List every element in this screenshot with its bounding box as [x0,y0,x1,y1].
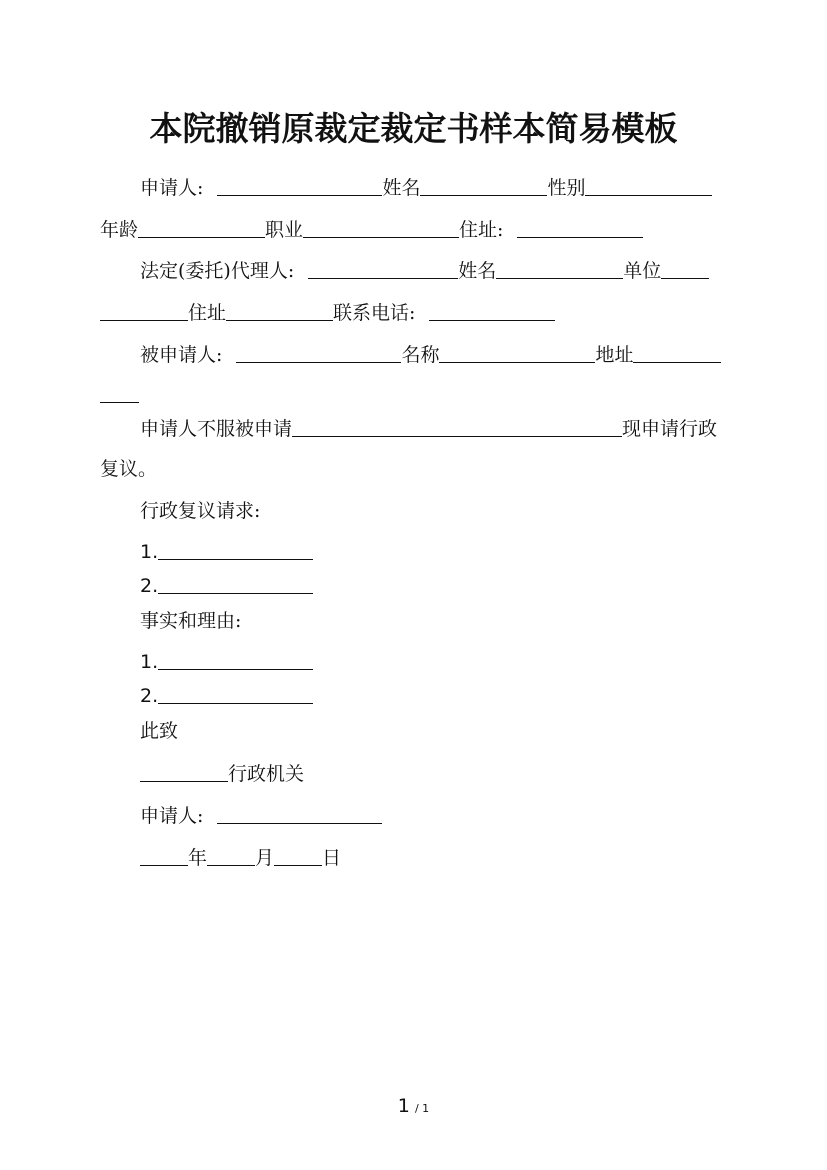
agent-address-blank[interactable] [226,300,333,321]
day-blank[interactable] [274,845,322,866]
age-label: 年龄 [100,219,139,241]
respondent-name-label: 名称 [401,344,440,366]
phone-label: 联系电话: [333,302,416,324]
respondent-name-blank[interactable] [439,342,595,363]
facts-item-2-number: 2. [140,685,159,707]
signature-label: 申请人: [140,805,204,827]
agent-address-line [100,300,555,325]
applicant-blank[interactable] [217,175,382,196]
apply-review-label: 现申请行政 [622,418,718,440]
date-line [140,845,341,870]
facts-item-1 [140,649,313,674]
respondent-address-continued [100,382,139,407]
gender-label: 性别 [547,177,586,199]
authority-label: 行政机关 [228,763,305,785]
occupation-blank[interactable] [303,217,459,238]
salutation: 此致 [140,720,179,742]
signature-line [140,803,382,828]
dispute-blank[interactable] [292,416,622,437]
facts-item-2 [140,683,313,708]
facts-item-1-number: 1. [140,651,159,673]
respondent-line [140,342,721,367]
agent-name-blank[interactable] [496,258,623,279]
gender-blank[interactable] [585,175,712,196]
respondent-label: 被申请人: [140,344,223,366]
name-blank[interactable] [420,175,547,196]
month-label: 月 [255,847,275,869]
address-blank[interactable] [517,217,643,238]
request-item-1 [140,539,313,564]
current-page: 1 [397,1095,410,1117]
dispute-label: 申请人不服被申请 [140,418,293,440]
request-item-1-blank[interactable] [158,539,313,560]
year-label: 年 [188,847,208,869]
request-item-2-blank[interactable] [158,573,313,594]
facts-item-1-blank[interactable] [158,649,313,670]
agent-line [140,258,709,283]
review-request-heading: 行政复议请求: [140,500,261,522]
respondent-blank[interactable] [236,342,401,363]
month-blank[interactable] [207,845,255,866]
occupation-label: 职业 [265,219,304,241]
request-item-2 [140,573,313,598]
applicant-label: 申请人: [140,177,204,199]
signature-blank[interactable] [217,803,382,824]
total-pages: / 1 [414,1102,430,1115]
dispute-line [140,416,717,441]
respondent-address-blank-continued[interactable] [100,382,139,403]
facts-heading: 事实和理由: [140,610,242,632]
phone-blank[interactable] [429,300,555,321]
name-label: 姓名 [382,177,421,199]
unit-label: 单位 [623,260,662,282]
agent-blank[interactable] [308,258,458,279]
address-label: 住址: [459,219,504,241]
page-number [0,1095,827,1117]
age-blank[interactable] [138,217,265,238]
review-continued-line: 复议。 [100,458,158,480]
year-blank[interactable] [140,845,188,866]
applicant-line [140,175,712,200]
unit-blank-continued[interactable] [100,300,188,321]
facts-item-2-blank[interactable] [158,683,313,704]
respondent-address-label: 地址 [595,344,634,366]
authority-blank[interactable] [140,761,228,782]
agent-address-label: 住址 [188,302,227,324]
request-item-2-number: 2. [140,575,159,597]
age-line [100,217,643,242]
document-title: 本院撤销原裁定裁定书样本简易模板 [149,109,678,148]
authority-line [140,761,304,786]
day-label: 日 [322,847,342,869]
respondent-address-blank[interactable] [633,342,721,363]
unit-blank[interactable] [661,258,709,279]
agent-name-label: 姓名 [458,260,497,282]
request-item-1-number: 1. [140,541,159,563]
agent-label: 法定(委托)代理人: [140,260,295,282]
